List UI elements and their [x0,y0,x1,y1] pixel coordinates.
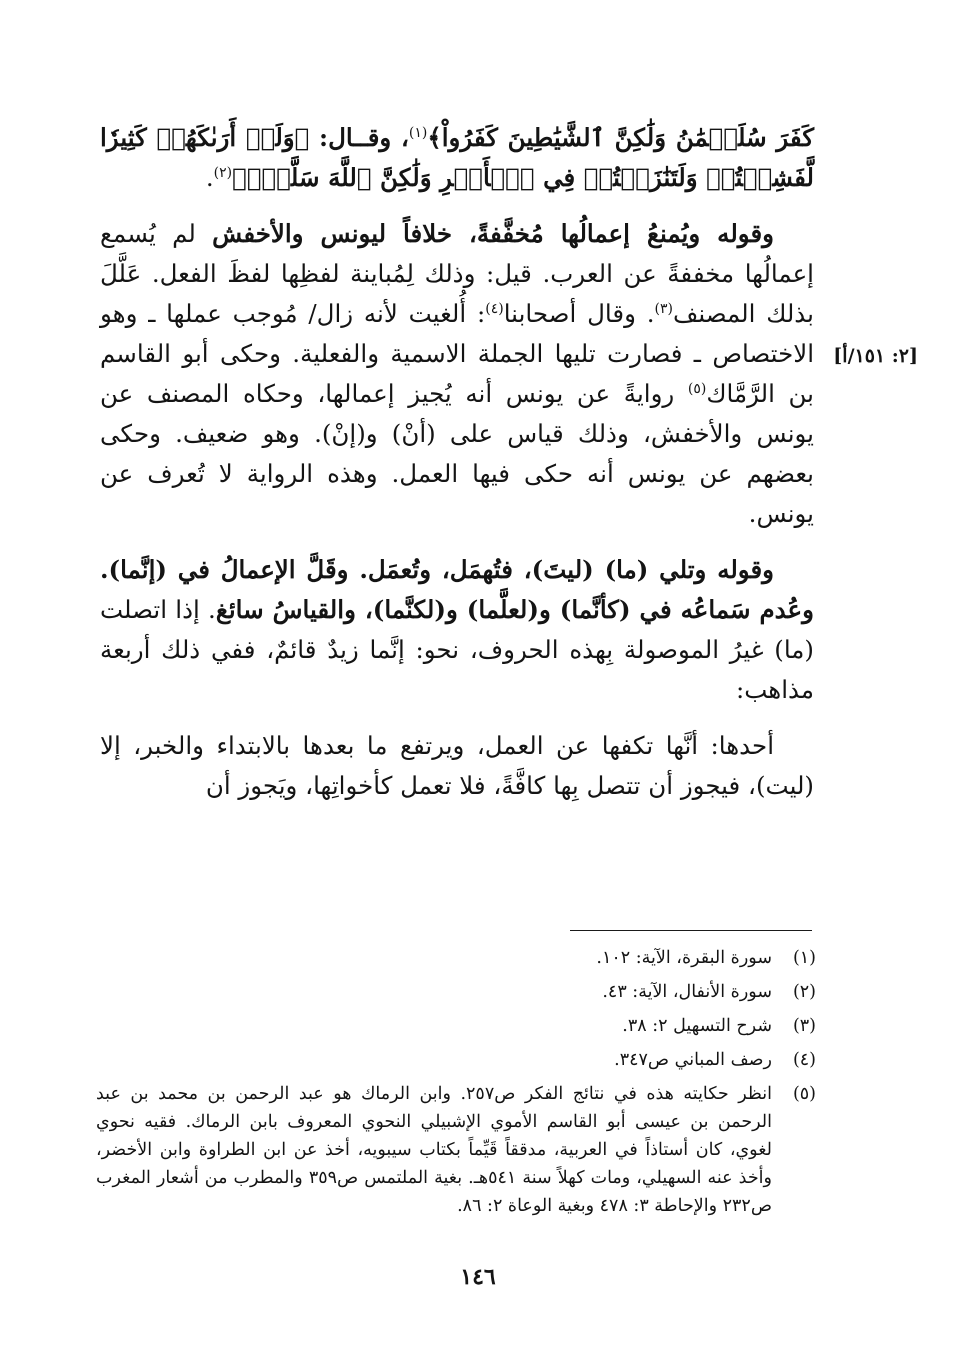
footnotes [96,944,816,1226]
page-number: ١٤٦ [460,1264,496,1290]
main-text-block [100,118,814,806]
paragraph-2-text-3: : أُلغيت لأنه زال/ مُوجب عملها ـ وهو الاختصاص ـ فصارت تليها الجملة الاسمية والفعلية. وحكى أبو القاسم بن الرَّمَّاك [100,299,814,408]
quran-quote-paragraph [100,118,814,198]
footnote-ref-5[interactable]: (٥) [687,380,707,397]
footnote-3 [96,1012,816,1040]
footnote-ref-1[interactable]: (١) [408,124,428,141]
footnote-1 [96,944,816,972]
footnote-text: انظر حكايته هذه في نتائج الفكر ص٢٥٧. وابن الرماك هو عبد الرحمن بن محمد بن عبد الرحمن بن عيسى أبو القاسم الأموي الإشبيلي النحوي المعروف بابن الرماك. فقيه نحوي لغوي، كان أستاذاً في العربية، مدققاً قَيِّماً بكتاب سيبويه، أخذ عن ابن الطراوة وابن الأخضر، وأخذ عنه السهيلي، ومات كهلاً سنة ٥٤١هـ. بغية الملتمس ص٣٥٩ والمطرب من أشعار المغرب ص٢٣٢ والإحاطة ٣: ٤٧٨ وبغية الوعاة ٢: ٨٦. [96,1084,772,1216]
footnote-number: (٢) [792,982,816,1002]
quran-verse-1: كَفَرَ سُلَيۡمَٰنُ وَلَٰكِنَّ ٱلشَّيَٰطِينَ كَفَرُواْ﴾ [427,123,814,152]
footnote-separator [570,930,812,931]
paragraph-2-text-1: لم يُسمع إعمالُها مخففةً عن العرب. قيل: وذلك لِمُباينة لفظِها لفظَ الفعل. عَلَّلَ بذلك المصنف [100,219,814,328]
footnote-ref-3[interactable]: (٣) [654,300,673,317]
paragraph-4-text: أحدها: أنَّها تكفها عن العمل، ويرتفع ما بعدها بالابتداء والخبر، إلا (ليت)، فيجوز أن تتصل بِها كافَّةً، فلا تعمل كأخواتِها، ويَجوز أن [100,731,814,800]
paragraph-4 [100,726,814,806]
quran-verse-2: ، وقــال: ﴿وَلَوۡ أَرَىٰكَهُمۡ كَثِيرٗا لَّفَشِلۡتُمۡ وَلَتَنَٰزَعۡتُمۡ فِي ٱلۡأَمۡرِ وَلَٰكِنَّ ٱللَّهَ سَلَّمَۚ﴾ [100,123,814,192]
footnote-ref-4[interactable]: (٤) [485,300,504,317]
paragraph-2 [100,214,814,534]
footnote-4 [96,1046,816,1074]
paragraph-3-heading: وقوله وتلي (ما) (ليتَ)، فتُهمَل، وتُعمَل. وقَلَّ الإعمالُ في (إنَّما). وعُدم سَماعُه في (كأنَّما) و(لعلَّما) و(لكنَّما)، والقياسُ سائغ [100,555,814,624]
footnote-text: شرح التسهيل ٢: ٣٨. [622,1016,772,1036]
paragraph-3 [100,550,814,710]
footnote-text: سورة الأنفال، الآية: ٤٣. [602,982,772,1002]
footnote-ref-2[interactable]: (٢) [213,164,233,181]
footnote-number: (٣) [792,1016,816,1036]
paragraph-2-heading: وقوله ويُمنعُ إعمالُها مُخفَّفةً، خلافاً ليونس والأخفش [212,219,774,248]
footnote-text: سورة البقرة، الآية: ١٠٢. [596,948,772,968]
footnote-2 [96,978,816,1006]
footnote-number: (٥) [792,1084,816,1104]
footnote-number: (١) [792,948,816,968]
paragraph-2-text-4: روايةً عن يونس أنه يُجيز إعمالها، وحكاه المصنف عن يونس والأخفش، وذلك قياس على (أنْ) و(إنْ). وهو ضعيف. وحكى بعضهم عن يونس أنه حكى فيها العمل. وهذه الرواية لا تُعرف عن يونس. [100,379,814,528]
footnote-5 [96,1080,816,1220]
quran-end-mark: . [205,163,214,192]
paragraph-3-text: . إذا اتصلت (ما) غيرُ الموصولة بِهذه الحروف، نحو: إنَّما زيدٌ قائمٌ، ففي ذلك أربعة مذاهب: [100,595,814,704]
footnote-number: (٤) [792,1050,816,1070]
paragraph-2-text-2: . وقال أصحابنا [503,299,655,328]
manuscript-folio-reference: [٢: ١٥١/أ] [833,345,918,367]
footnote-text: رصف المباني ص٣٤٧. [614,1050,772,1070]
